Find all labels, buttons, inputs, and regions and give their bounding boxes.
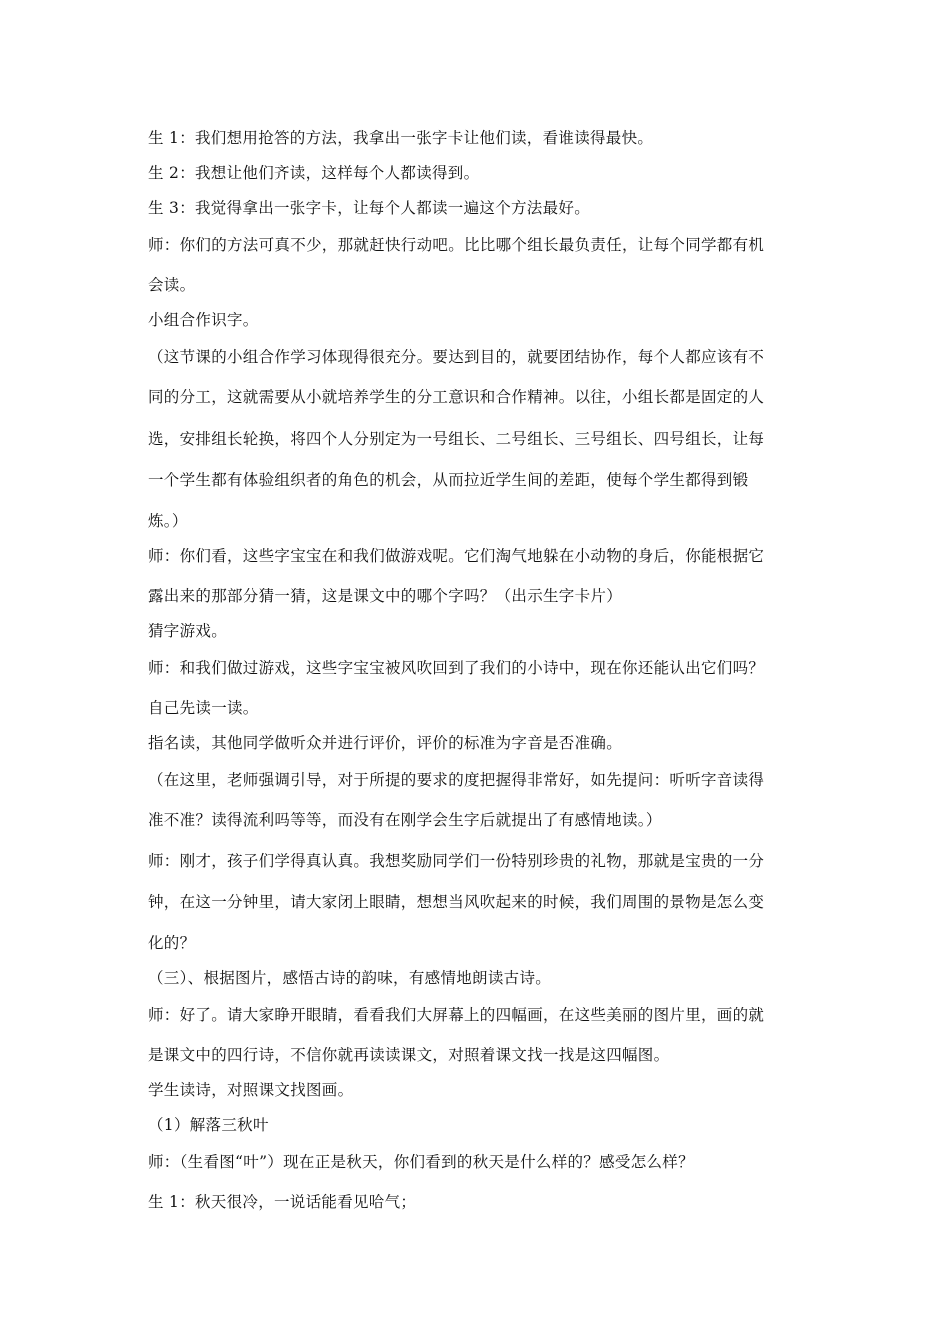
text-line: 师：你们的方法可真不少，那就赶快行动吧。比比哪个组长最负责任，让每个同学都有机 [148, 236, 765, 254]
text-line: 炼。） [148, 512, 188, 530]
text-line: 化的？ [148, 934, 196, 952]
text-line: 师：和我们做过游戏，这些字宝宝被风吹回到了我们的小诗中，现在你还能认出它们吗？ [148, 659, 765, 677]
text-line: 师：（生看图“叶”）现在正是秋天，你们看到的秋天是什么样的？感受怎么样？ [148, 1153, 694, 1171]
text-line: 小组合作识字。 [148, 311, 259, 329]
text-line: 生 2：我想让他们齐读，这样每个人都读得到。 [148, 164, 480, 182]
text-line: 生 3：我觉得拿出一张字卡，让每个人都读一遍这个方法最好。 [148, 199, 590, 217]
text-line: 是课文中的四行诗，不信你就再读读课文，对照着课文找一找是这四幅图。 [148, 1046, 670, 1064]
text-line: 钟，在这一分钟里，请大家闭上眼睛，想想当风吹起来的时候，我们周围的景物是怎么变 [148, 893, 765, 911]
text-line: （这节课的小组合作学习体现得很充分。要达到目的，就要团结协作，每个人都应该有不 [148, 348, 765, 366]
text-line: 同的分工，这就需要从小就培养学生的分工意识和合作精神。以往，小组长都是固定的人 [148, 388, 765, 406]
text-line: （三）、根据图片，感悟古诗的韵味，有感情地朗读古诗。 [148, 969, 552, 987]
text-line: 生 1：我们想用抢答的方法，我拿出一张字卡让他们读，看谁读得最快。 [148, 129, 654, 147]
text-line: 会读。 [148, 276, 196, 294]
text-line: 师：你们看，这些字宝宝在和我们做游戏呢。它们淘气地躲在小动物的身后，你能根据它 [148, 547, 765, 565]
text-line: 学生读诗，对照课文找图画。 [148, 1081, 354, 1099]
text-line: 选，安排组长轮换，将四个人分别定为一号组长、二号组长、三号组长、四号组长，让每 [148, 430, 765, 448]
text-line: 露出来的那部分猜一猜，这是课文中的哪个字吗？（出示生字卡片） [148, 587, 623, 605]
text-line: 指名读，其他同学做听众并进行评价，评价的标准为字音是否准确。 [148, 734, 623, 752]
text-line: 师：刚才，孩子们学得真认真。我想奖励同学们一份特别珍贵的礼物，那就是宝贵的一分 [148, 852, 765, 870]
text-line: 生 1：秋天很冷，一说话能看见哈气； [148, 1193, 417, 1211]
text-line: 师：好了。请大家睁开眼睛，看看我们大屏幕上的四幅画，在这些美丽的图片里，画的就 [148, 1006, 765, 1024]
text-line: 准不准？读得流利吗等等，而没有在刚学会生字后就提出了有感情地读。） [148, 811, 662, 829]
text-line: （在这里，老师强调引导，对于所提的要求的度把握得非常好，如先提问：听听字音读得 [148, 771, 765, 789]
text-line: 自己先读一读。 [148, 699, 259, 717]
text-line: 一个学生都有体验组织者的角色的机会，从而拉近学生间的差距，使每个学生都得到锻 [148, 471, 749, 489]
text-line: （1）解落三秋叶 [148, 1116, 269, 1134]
text-line: 猜字游戏。 [148, 622, 228, 640]
